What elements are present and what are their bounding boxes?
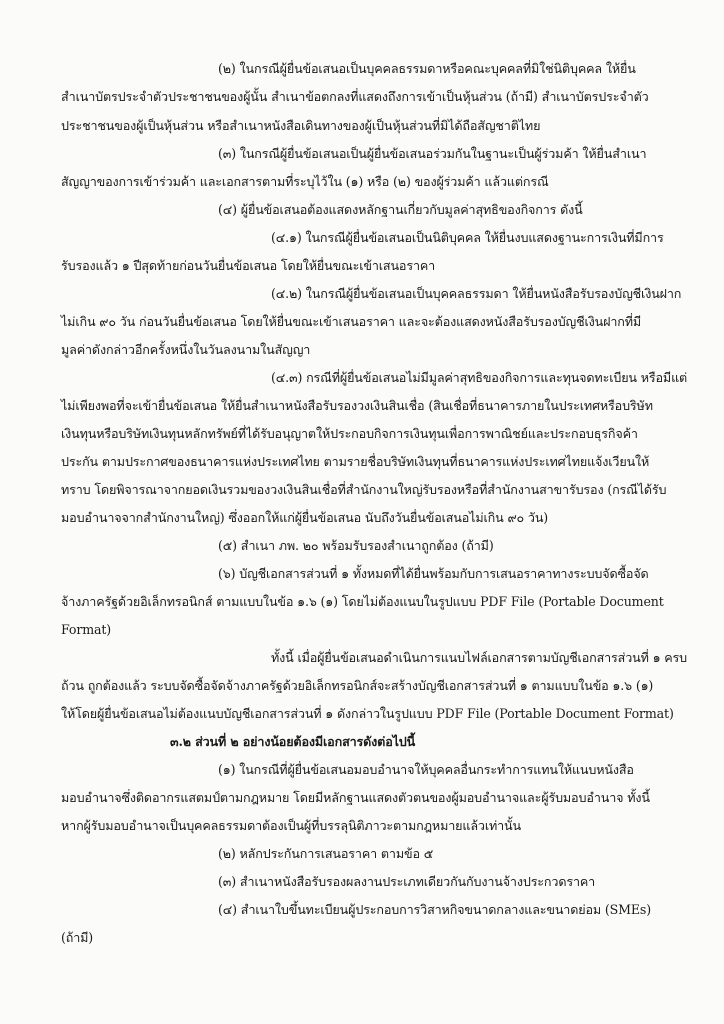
item-4-2-line-1: (๔.๒) ในกรณีผู้ยื่นข้อเสนอเป็นบุคคลธรรมดา ให้ยื่นหนังสือรับรองบัญชีเงินฝาก — [271, 286, 682, 301]
part2-item-2: (๒) หลักประกันการเสนอราคา ตามข้อ ๕ — [218, 846, 434, 861]
part2-item-3: (๓) สำเนาหนังสือรับรองผลงานประเภทเดียวกันกับงานจ้างประกวดราคา — [218, 874, 596, 889]
part2-item-1-line-3: หากผู้รับมอบอำนาจเป็นบุคคลธรรมดาต้องเป็นผู้ที่บรรลุนิติภาวะตามกฎหมายแล้วเท่านั้น — [61, 818, 521, 833]
item-3-line-2: สัญญาของการเข้าร่วมค้า และเอกสารตามที่ระบุไว้ใน (๑) หรือ (๒) ของผู้ร่วมค้า แล้วแต่กรณี — [61, 174, 549, 189]
item-4-2-line-3: มูลค่าดังกล่าวอีกครั้งหนึ่งในวันลงนามในสัญญา — [61, 342, 311, 357]
item-5: (๕) สำเนา ภพ. ๒๐ พร้อมรับรองสำเนาถูกต้อง (ถ้ามี) — [218, 538, 494, 553]
note-line-1: ทั้งนี้ เมื่อผู้ยื่นข้อเสนอดำเนินการแนบไฟล์เอกสารตามบัญชีเอกสารส่วนที่ ๑ ครบ — [271, 650, 688, 665]
item-4-3-line-2: ไม่เพียงพอที่จะเข้ายื่นข้อเสนอ ให้ยื่นสำเนาหนังสือรับรองวงเงินสินเชื่อ (สินเชื่อที่ธนาคารภายในประเทศหรือบริษัท — [61, 398, 653, 413]
item-6-line-3: Format) — [61, 622, 112, 637]
part2-item-1-line-2: มอบอำนาจซึ่งติดอากรแสตมป์ตามกฎหมาย โดยมีหลักฐานแสดงตัวตนของผู้มอบอำนาจและผู้รับมอบอำนาจ ทั้งนี้ — [61, 790, 650, 805]
part2-item-1-line-1: (๑) ในกรณีที่ผู้ยื่นข้อเสนอมอบอำนาจให้บุคคลอื่นกระทำการแทนให้แนบหนังสือ — [218, 762, 634, 777]
item-2-line-1: (๒) ในกรณีผู้ยื่นข้อเสนอเป็นบุคคลธรรมดาหรือคณะบุคคลที่มิใช่นิติบุคคล ให้ยื่น — [218, 61, 636, 76]
item-3-line-1: (๓) ในกรณีผู้ยื่นข้อเสนอเป็นผู้ยื่นข้อเสนอร่วมกันในฐานะเป็นผู้ร่วมค้า ให้ยื่นสำเนา — [218, 146, 647, 161]
part2-item-4-line-2: (ถ้ามี) — [61, 930, 94, 945]
section-3-2-heading: ๓.๒ ส่วนที่ ๒ อย่างน้อยต้องมีเอกสารดังต่อไปนี้ — [170, 734, 416, 749]
item-4-1-line-2: รับรองแล้ว ๑ ปีสุดท้ายก่อนวันยื่นข้อเสนอ โดยให้ยื่นขณะเข้าเสนอราคา — [61, 258, 436, 273]
item-4-3-line-6: มอบอำนาจจากสำนักงานใหญ่) ซึ่งออกให้แก่ผู้ยื่นข้อเสนอ นับถึงวันยื่นข้อเสนอไม่เกิน ๙๐ วัน) — [61, 510, 549, 525]
note-line-2: ถ้วน ถูกต้องแล้ว ระบบจัดซื้อจัดจ้างภาครัฐด้วยอิเล็กทรอนิกส์จะสร้างบัญชีเอกสารส่วนที่ ๑ ตามแบบในข้อ ๑.๖ (๑) — [61, 678, 654, 693]
part2-item-4-line-1: (๔) สำเนาใบขึ้นทะเบียนผู้ประกอบการวิสาหกิจขนาดกลางและขนาดย่อม (SMEs) — [218, 902, 652, 917]
item-2-line-3: ประชาชนของผู้เป็นหุ้นส่วน หรือสำเนาหนังสือเดินทางของผู้เป็นหุ้นส่วนที่มิได้ถือสัญชาติไทย — [61, 118, 541, 133]
item-6-line-1: (๖) บัญชีเอกสารส่วนที่ ๑ ทั้งหมดที่ได้ยื่นพร้อมกับการเสนอราคาทางระบบจัดซื้อจัด — [218, 566, 649, 581]
item-2-line-2: สำเนาบัตรประจำตัวประชาชนของผู้นั้น สำเนาข้อตกลงที่แสดงถึงการเข้าเป็นหุ้นส่วน (ถ้ามี) สำเนาบัตรประจำตัว — [61, 89, 649, 104]
item-4-heading: (๔) ผู้ยื่นข้อเสนอต้องแสดงหลักฐานเกี่ยวกับมูลค่าสุทธิของกิจการ ดังนี้ — [218, 202, 583, 217]
item-4-3-line-3: เงินทุนหรือบริษัทเงินทุนหลักทรัพย์ที่ได้รับอนุญาตให้ประกอบกิจการเงินทุนเพื่อการพาณิชย์และประกอบธุรกิจค้า — [61, 426, 638, 441]
item-4-2-line-2: ไม่เกิน ๙๐ วัน ก่อนวันยื่นข้อเสนอ โดยให้ยื่นขณะเข้าเสนอราคา และจะต้องแสดงหนังสือรับรองบัญชีเงินฝากที่มี — [61, 314, 642, 329]
item-4-3-line-1: (๔.๓) กรณีที่ผู้ยื่นข้อเสนอไม่มีมูลค่าสุทธิของกิจการและทุนจดทะเบียน หรือมีแต่ — [271, 370, 688, 385]
item-4-1-line-1: (๔.๑) ในกรณีผู้ยื่นข้อเสนอเป็นนิติบุคคล ให้ยื่นงบแสดงฐานะการเงินที่มีการ — [271, 230, 664, 245]
item-6-line-2: จ้างภาครัฐด้วยอิเล็กทรอนิกส์ ตามแบบในข้อ ๑.๖ (๑) โดยไม่ต้องแนบในรูปแบบ PDF File (Portable Document — [61, 594, 664, 609]
note-line-3: ให้โดยผู้ยื่นข้อเสนอไม่ต้องแนบบัญชีเอกสารส่วนที่ ๑ ดังกล่าวในรูปแบบ PDF File (Portable Document Format) — [61, 706, 674, 721]
item-4-3-line-4: ประกัน ตามประกาศของธนาคารแห่งประเทศไทย ตามรายชื่อบริษัทเงินทุนที่ธนาคารแห่งประเทศไทยแจ้งเวียนให้ — [61, 454, 650, 469]
item-4-3-line-5: ทราบ โดยพิจารณาจากยอดเงินรวมของวงเงินสินเชื่อที่สำนักงานใหญ่รับรองหรือที่สำนักงานสาขารับรอง (กรณีได้รับ — [61, 482, 667, 497]
